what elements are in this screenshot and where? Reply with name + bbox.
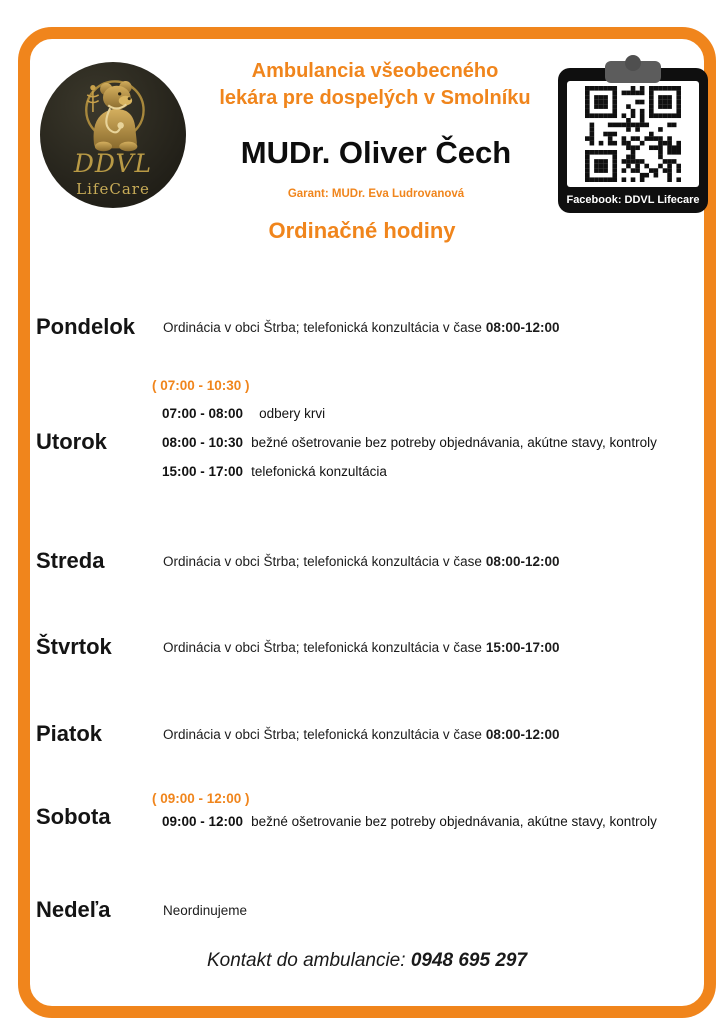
qr-caption: Facebook: DDVL Lifecare — [566, 194, 700, 206]
streda-time: 08:00-12:00 — [485, 554, 560, 569]
utorok-row-3-time: 15:00 - 17:00 — [162, 464, 244, 479]
utorok-row-2-desc: bežné ošetrovanie bez potreby objednávania, akútne stavy, kontroly — [251, 435, 657, 450]
logo-brand-text: DDVL — [73, 149, 153, 178]
utorok-row-3 — [162, 463, 387, 480]
clipboard-clip-knob — [625, 55, 641, 71]
sobota-row-1 — [162, 813, 657, 830]
stvrtok-text: Ordinácia v obci Štrba; telefonická konzultácia v čase — [163, 640, 482, 655]
day-label-stvrtok: Štvrtok — [36, 634, 112, 659]
day-label-piatok: Piatok — [36, 721, 103, 746]
day-label-utorok: Utorok — [36, 429, 107, 454]
schedule-line-streda — [163, 553, 559, 570]
doctor-name: MUDr. Oliver Čech — [240, 135, 512, 170]
utorok-note: ( 07:00 - 10:30 ) — [152, 378, 250, 393]
piatok-text: Ordinácia v obci Štrba; telefonická konzultácia v čase — [163, 727, 482, 742]
day-label-nedela: Nedeľa — [36, 897, 111, 922]
clinic-title-line2: lekára pre dospelých v Smolníku — [219, 87, 531, 109]
schedule-line-nedela — [163, 902, 247, 919]
sobota-row-1-time: 09:00 - 12:00 — [162, 814, 244, 829]
utorok-row-2 — [162, 434, 657, 451]
nedela-text: Neordinujeme — [163, 903, 248, 918]
logo-subbrand-text: LifeCare — [76, 180, 150, 198]
contact-line — [18, 950, 716, 972]
contact-phone: 0948 695 297 — [410, 950, 528, 971]
garant-line: Garant: MUDr. Eva Ludrovanová — [287, 188, 465, 200]
pondelok-text: Ordinácia v obci Štrba; telefonická konzultácia v čase — [163, 320, 482, 335]
sobota-row-1-desc: bežné ošetrovanie bez potreby objednávania, akútne stavy, kontroly — [251, 814, 657, 829]
qr-code — [585, 86, 681, 182]
qr-clipboard — [558, 55, 708, 213]
bear-logo-icon — [64, 70, 162, 156]
pondelok-time: 08:00-12:00 — [485, 320, 560, 335]
qr-panel — [567, 81, 699, 187]
clinic-title — [190, 58, 560, 112]
contact-label: Kontakt do ambulancie: — [206, 950, 406, 971]
sobota-note: ( 09:00 - 12:00 ) — [152, 791, 250, 806]
utorok-row-1-time: 07:00 - 08:00 — [162, 406, 244, 421]
ddvl-lifecare-logo — [40, 62, 186, 208]
schedule-line-stvrtok — [163, 639, 559, 656]
streda-text: Ordinácia v obci Štrba; telefonická konzultácia v čase — [163, 554, 482, 569]
utorok-row-2-time: 08:00 - 10:30 — [162, 435, 244, 450]
utorok-row-3-desc: telefonická konzultácia — [251, 464, 387, 479]
clinic-title-line1: Ambulancia všeobecného — [251, 60, 499, 82]
piatok-time: 08:00-12:00 — [485, 727, 560, 742]
day-label-streda: Streda — [36, 548, 105, 573]
utorok-row-1 — [162, 405, 325, 422]
day-label-sobota: Sobota — [36, 804, 111, 829]
stvrtok-time: 15:00-17:00 — [485, 640, 560, 655]
schedule-line-piatok — [163, 726, 559, 743]
schedule-line-pondelok — [163, 319, 559, 336]
clipboard-board — [558, 68, 708, 213]
office-hours-title: Ordinačné hodiny — [268, 218, 456, 243]
day-label-pondelok: Pondelok — [36, 314, 136, 339]
utorok-row-1-desc: odbery krvi — [259, 406, 326, 421]
